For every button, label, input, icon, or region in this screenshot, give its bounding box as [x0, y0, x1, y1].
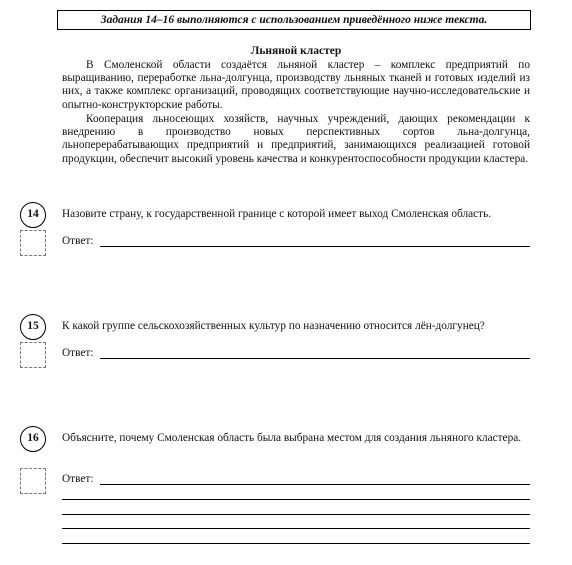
question-15-text: К какой группе сельскохозяйственных культур по назначению относится лён-долгунец?	[62, 320, 485, 332]
question-14-answer-field[interactable]	[100, 246, 530, 247]
question-16-answer-label: Ответ:	[62, 473, 94, 485]
question-16-answer-line-2[interactable]	[62, 499, 530, 500]
article-title: Льняной кластер	[250, 45, 342, 57]
question-14-text: Назовите страну, к государственной границе с которой имеет выход Смоленская область.	[62, 208, 492, 220]
question-15-score-box[interactable]	[20, 342, 46, 368]
question-14-answer-label: Ответ:	[62, 235, 94, 247]
question-15-number: 15	[20, 314, 46, 340]
article-paragraph-2: Кооперация льносеющих хозяйств, научных учреждений, дающих рекомендации к внедрению в производство новых перспективных сортов льна-долгунца, льноперерабатывающих предприятий и предприятий, занимающихся реализацией готовой продукции, обеспечит высокий уровень качества и конкурентоспособности продукции кластера.	[62, 113, 530, 165]
section-header: Задания 14–16 выполняются с использованием приведённого ниже текста.	[57, 10, 531, 30]
question-16-answer-line-5[interactable]	[62, 543, 530, 544]
question-15-answer-field[interactable]	[100, 358, 530, 359]
question-16-answer-line-3[interactable]	[62, 514, 530, 515]
question-16-answer-line-4[interactable]	[62, 528, 530, 529]
question-15-answer-label: Ответ:	[62, 347, 94, 359]
question-14-number: 14	[20, 202, 46, 228]
article-paragraph-1: В Смоленской области создаётся льняной кластер – комплекс предприятий по выращиванию, переработке льна-долгунца, производству льняных тканей и готовых изделий из них, а также комплекс организаций, проводящих соответствующие научно-исследовательские и опытно-конструкторские работы.	[62, 59, 530, 111]
question-16-number: 16	[20, 426, 46, 452]
question-16-answer-field[interactable]	[100, 484, 530, 485]
question-16-score-box[interactable]	[20, 468, 46, 494]
question-14-score-box[interactable]	[20, 230, 46, 256]
question-16-text: Объясните, почему Смоленская область была выбрана местом для создания льняного кластера.	[62, 432, 522, 444]
